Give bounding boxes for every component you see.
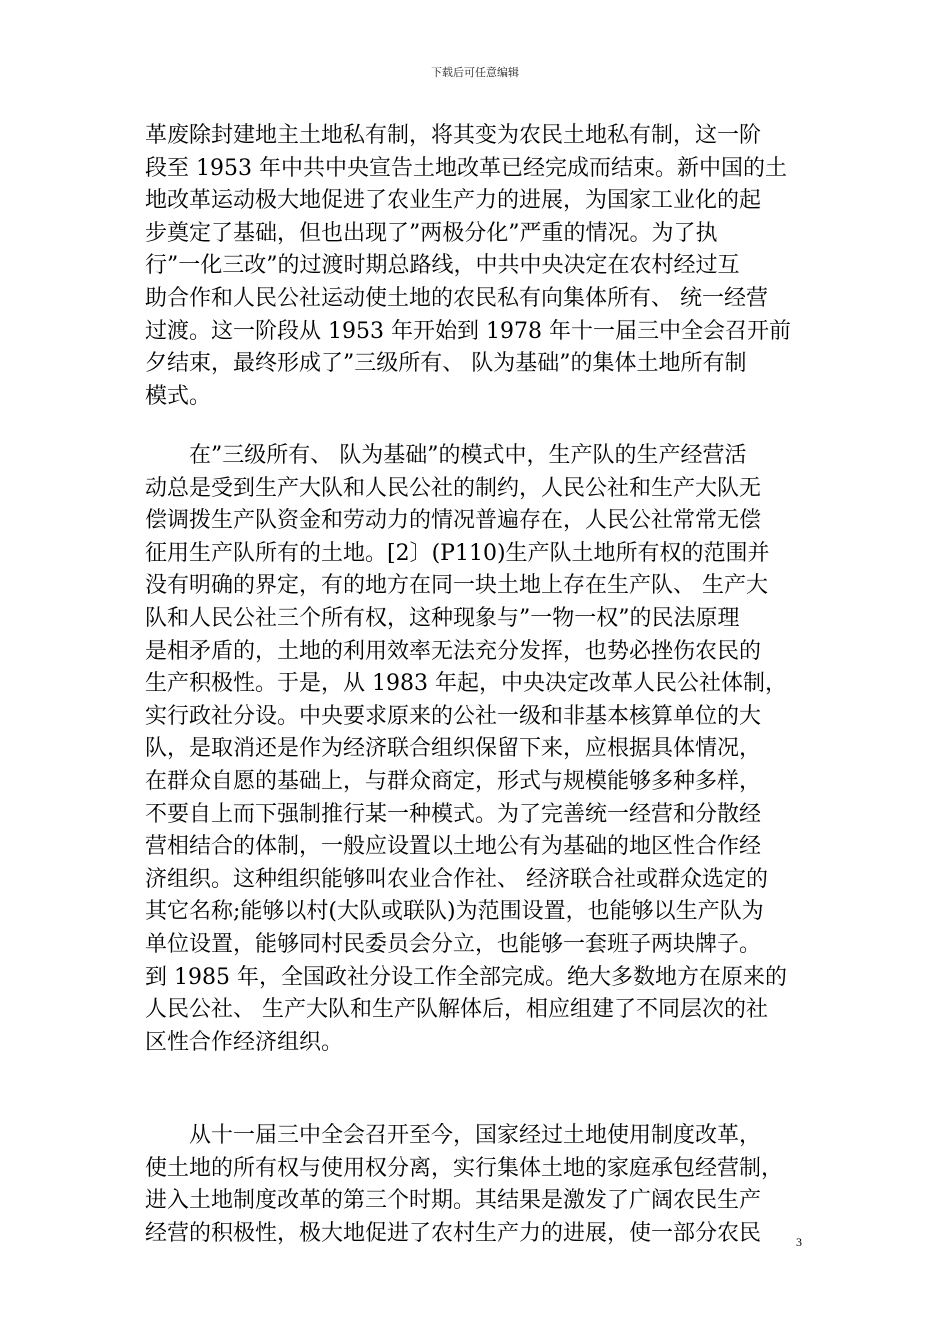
text-line: 偿调拨生产队资金和劳动力的情况普遍存在，人民公社常常无偿 [145, 508, 762, 534]
text-line: 进入土地制度改革的第三个时期。其结果是激发了广阔农民生产 [145, 1188, 762, 1214]
paragraph-1 [145, 120, 810, 413]
text-line: 使土地的所有权与使用权分离，实行集体土地的家庭承包经营制， [145, 1155, 784, 1181]
text-line: 单位设置，能够同村民委员会分立，也能够一套班子两块牌子。 [145, 931, 762, 957]
text-line: 是相矛盾的，土地的利用效率无法充分发挥，也势必挫伤农民的 [145, 638, 762, 664]
text-line: 动总是受到生产大队和人民公社的制约，人民公社和生产大队无 [145, 475, 762, 501]
text-line: 生产积极性。于是，从 1983 年起，中央决定改革人民公社体制， [145, 671, 787, 697]
text-line: 其它名称;能够以村(大队或联队)为范围设置，也能够以生产队为 [145, 899, 764, 925]
text-line: 助合作和人民公社运动使土地的农民私有向集体所有、 统一经营 [145, 285, 768, 311]
text-line: 没有明确的界定，有的地方在同一块土地上存在生产队、 生产大 [145, 573, 768, 599]
text-line: 步奠定了基础，但也出现了”两极分化”严重的情况。为了执 [145, 220, 718, 246]
page-number: 3 [796, 1235, 802, 1249]
paragraph-2 [145, 440, 810, 1059]
text-line: 到 1985 年，全国政社分设工作全部完成。绝大多数地方在原来的 [145, 964, 787, 990]
text-line: 实行政社分设。中央要求原来的公社一级和非基本核算单位的大 [145, 703, 762, 729]
text-line: 从十一届三中全会召开至今，国家经过土地使用制度改革， [189, 1123, 762, 1148]
text-line: 地改革运动极大地促进了农业生产力的进展，为国家工业化的起 [145, 188, 762, 214]
text-line: 队，是取消还是作为经济联合组织保留下来，应根据具体情况， [145, 736, 762, 762]
text-line: 经营的积极性，极大地促进了农村生产力的进展，使一部分农民 [145, 1220, 762, 1246]
text-line: 行”一化三改”的过渡时期总路线，中共中央决定在农村经过互 [145, 253, 740, 279]
text-line: 区性合作经济组织。 [145, 1029, 344, 1055]
text-line: 革废除封建地主土地私有制，将其变为农民土地私有制，这一阶 [145, 123, 762, 148]
text-line: 队和人民公社三个所有权，这种现象与”一物一权”的民法原理 [145, 605, 740, 631]
text-line: 过渡。这一阶段从 1953 年开始到 1978 年十一届三中全会召开前 [145, 318, 791, 344]
text-line: 人民公社、 生产大队和生产队解体后，相应组建了不同层次的社 [145, 997, 768, 1023]
page-header: 下载后可任意编辑 [431, 66, 519, 79]
text-line: 模式。 [145, 383, 212, 409]
text-line: 在群众自愿的基础上，与群众商定，形式与规模能够多种多样， [145, 768, 762, 794]
text-line: 济组织。这种组织能够叫农业合作社、 经济联合社或群众选定的 [145, 866, 768, 892]
paragraph-3 [145, 1120, 810, 1250]
text-line: 夕结束，最终形成了”三级所有、 队为基础”的集体土地所有制 [145, 351, 747, 377]
text-line: 不要自上而下强制推行某一种模式。为了完善统一经营和分散经 [145, 801, 762, 827]
text-line: 段至 1953 年中共中央宣告土地改革已经完成而结束。新中国的土 [145, 155, 787, 181]
text-line: 营相结合的体制，一般应设置以土地公有为基础的地区性合作经 [145, 834, 762, 860]
text-line: 征用生产队所有的土地。[2〕(P110)生产队土地所有权的范围并 [145, 540, 770, 566]
text-line: 在”三级所有、 队为基础”的模式中，生产队的生产经营活 [189, 443, 747, 468]
